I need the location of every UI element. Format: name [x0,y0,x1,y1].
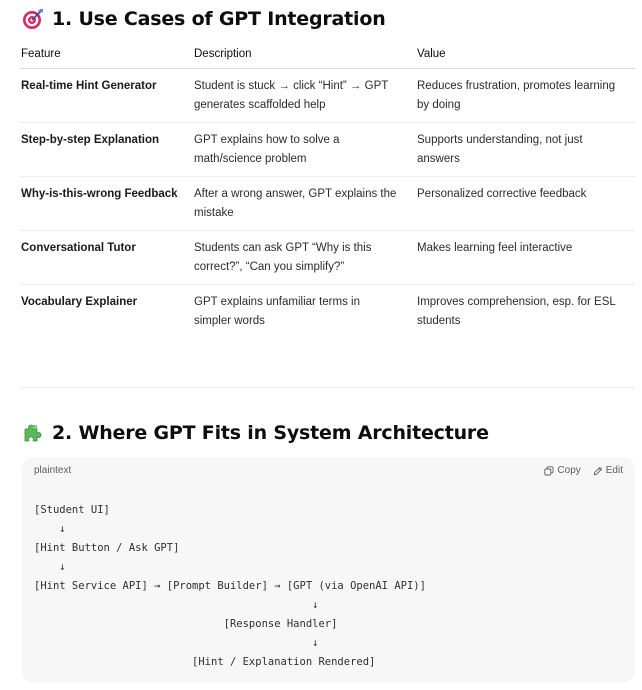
table-row [20,69,635,123]
cell-description: After a wrong answer, GPT explains the mistake [194,188,397,219]
cell-value: Makes learning feel interactive [417,242,573,254]
cell-feature: Conversational Tutor [21,242,136,254]
cell-feature: Why-is-this-wrong Feedback [21,188,178,200]
header-description: Description [194,48,252,60]
cell-feature: Real-time Hint Generator [21,80,157,92]
cell-value: Supports understanding, not just answers [417,134,583,165]
cell-feature: Step-by-step Explanation [21,134,160,146]
section-divider [20,387,635,388]
section-2-title: 2. Where GPT Fits in System Architecture [52,422,489,444]
use-cases-table [20,42,635,339]
cell-description: GPT explains unfamiliar terms in simpler words [194,296,360,327]
cell-description: Student is stuck → click “Hint” → GPT generates scaffolded help [194,80,389,111]
copy-label: Copy [557,465,581,476]
cell-value: Personalized corrective feedback [417,188,587,200]
cell-description: Students can ask GPT “Why is this correct?”, “Can you simplify?” [194,242,372,273]
header-feature: Feature [21,48,61,60]
table-row [20,177,635,231]
cell-value: Reduces frustration, promotes learning by doing [417,80,616,111]
cell-feature: Vocabulary Explainer [21,296,138,308]
section-2-heading [22,422,489,444]
edit-label: Edit [605,465,623,476]
puzzle-icon [22,422,44,444]
table-row [20,231,635,285]
cell-description: GPT explains how to solve a math/science problem [194,134,340,165]
table-header [20,42,635,69]
cell-value: Improves comprehension, esp. for ESL students [417,296,616,327]
pencil-icon [593,466,603,476]
edit-button[interactable] [593,465,623,476]
code-actions [544,465,623,476]
table-row [20,285,635,339]
table-row [20,123,635,177]
section-1-heading [22,8,386,30]
section-1-title: 1. Use Cases of GPT Integration [52,8,386,30]
target-icon [22,8,44,30]
code-block [22,457,635,683]
code-content: [Student UI] ↓ [Hint Button / Ask GPT] ↓ [Hint Service API] → [Prompt Builder] → [GPT (via OpenAI API)] ↓ [Response Handler] ↓ [Hint / Explanation Rendered] [34,504,426,668]
copy-icon [544,466,554,476]
code-block-header [22,457,635,485]
header-value: Value [417,48,446,60]
copy-button[interactable] [544,465,580,476]
code-language-label: plaintext [34,465,72,476]
